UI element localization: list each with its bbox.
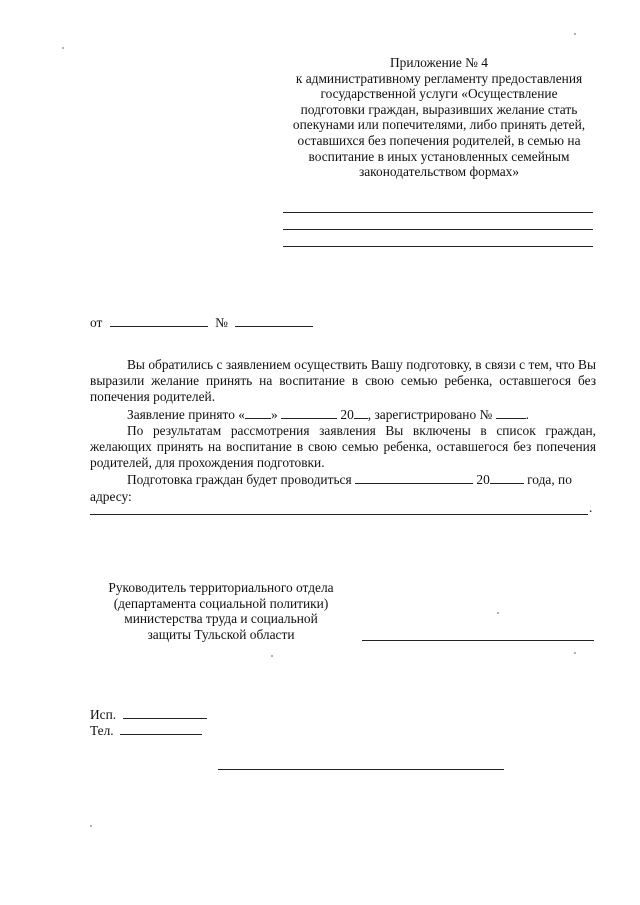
scan-speck	[497, 612, 499, 614]
appendix-line: государственной услуги «Осуществление	[320, 86, 558, 102]
training-text: Подготовка граждан будет проводиться	[127, 472, 352, 488]
training-date-blank	[355, 471, 473, 484]
training-text: 20	[473, 472, 490, 488]
body-paragraph-3: По результатам рассмотрения заявления Вы включены в список граждан, желающих принять на воспитание в свою семью ребенка, оставшегося без попечения родителей, для прохождения подготовки.	[90, 422, 596, 471]
executor-row	[90, 706, 207, 723]
appendix-line: подготовки граждан, выразивших желание стать	[300, 101, 578, 117]
executor-label: Исп.	[90, 707, 117, 722]
registered-text: , зарегистрировано №	[367, 406, 493, 422]
addressee-line	[283, 229, 593, 230]
number-label: №	[215, 315, 228, 330]
appendix-line: оставшихся без попечения родителей, в семью на	[297, 132, 581, 148]
body-paragraph-2	[90, 406, 596, 423]
appendix-line: воспитание в иных установленных семейным	[308, 148, 570, 164]
accepted-text: 20	[337, 406, 354, 422]
year-blank	[354, 406, 368, 419]
from-label: от	[90, 315, 103, 330]
date-blank	[110, 314, 208, 327]
signer-line: (департамента социальной политики)	[113, 595, 329, 611]
signer-line: Руководитель территориального отдела	[108, 580, 334, 595]
bottom-separator	[218, 769, 504, 770]
accepted-text: »	[270, 406, 282, 422]
scan-speck	[574, 652, 576, 654]
addressee-line	[283, 212, 593, 213]
number-blank	[235, 314, 313, 327]
executor-blank	[123, 706, 207, 719]
appendix-line: опекунами или попечителями, либо принять детей,	[292, 117, 586, 133]
body-paragraph-4	[90, 471, 596, 488]
appendix-line: законодательством формах»	[358, 164, 520, 180]
scan-speck	[62, 47, 64, 49]
accepted-text: Заявление принято «	[127, 406, 245, 422]
phone-blank	[120, 722, 202, 735]
appendix-line: к административному регламенту предоставления	[295, 70, 583, 86]
period: .	[525, 406, 530, 422]
day-blank	[245, 406, 271, 419]
registration-number-blank	[496, 406, 526, 419]
signer-block	[102, 580, 340, 642]
training-year-blank	[490, 471, 524, 484]
appendix-title: Приложение № 4	[389, 55, 489, 70]
scan-speck	[574, 33, 576, 35]
letter-body	[90, 357, 596, 505]
phone-row	[90, 722, 202, 739]
signer-line: защиты Тульской области	[147, 626, 295, 642]
address-label: адресу:	[90, 488, 132, 504]
month-blank	[281, 406, 337, 419]
address-end: .	[589, 500, 593, 515]
signer-line: министерства труда и социальной	[124, 611, 318, 627]
addressee-line	[283, 246, 593, 247]
body-paragraph-1: Вы обратились с заявлением осуществить Вашу подготовку, в связи с тем, что Вы выразили желание принять на воспитание в свою семью ребенка, оставшегося без попечения родителей.	[90, 357, 596, 405]
appendix-header	[280, 55, 598, 180]
address-line	[90, 514, 588, 515]
reference-row	[90, 314, 313, 331]
phone-label: Тел.	[90, 723, 114, 738]
signature-line	[362, 640, 594, 641]
scan-speck	[90, 825, 92, 827]
training-text: года, по	[523, 472, 572, 488]
scan-speck	[271, 655, 273, 657]
